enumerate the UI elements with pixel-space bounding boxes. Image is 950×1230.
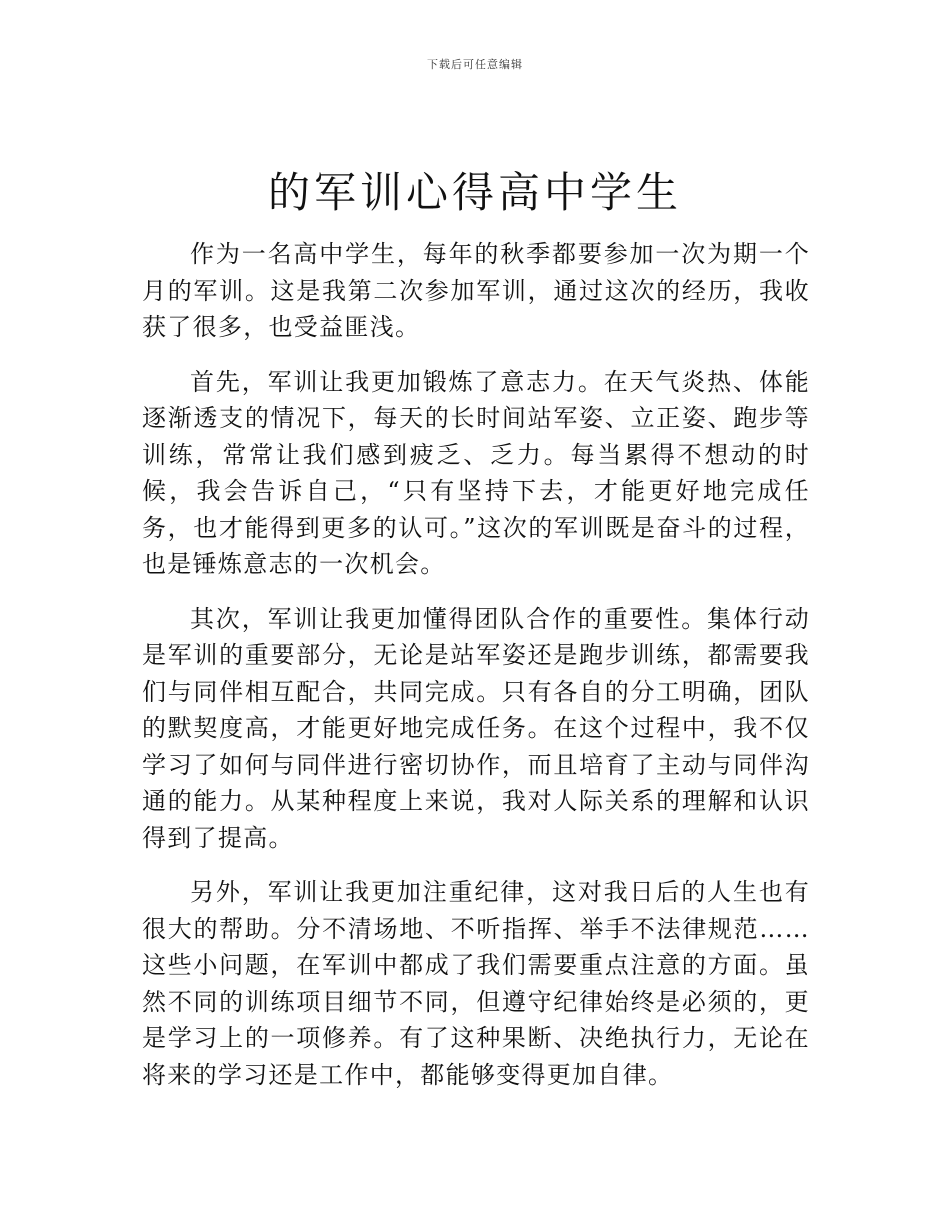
document-body	[142, 236, 810, 1111]
paragraph-intro: 作为一名高中学生，每年的秋季都要参加一次为期一个月的军训。这是我第二次参加军训，通过这次的经历，我收获了很多，也受益匪浅。	[142, 240, 810, 341]
document-title: 的军训心得高中学生	[267, 168, 682, 217]
page-header-note: 下载后可任意编辑	[427, 58, 523, 71]
paragraph-willpower: 首先，军训让我更加锻炼了意志力。在天气炎热、体能逐渐透支的情况下，每天的长时间站军姿、立正姿、跑步等训练，常常让我们感到疲乏、乏力。每当累得不想动的时候，我会告诉自己，“只有坚持下去，才能更好地完成任务，也才能得到更多的认可。”这次的军训既是奋斗的过程，也是锤炼意志的一次机会。	[142, 367, 810, 578]
paragraph-discipline: 另外，军训让我更加注重纪律，这对我日后的人生也有很大的帮助。分不清场地、不听指挥、举手不法律规范……这些小问题，在军训中都成了我们需要重点注意的方面。虽然不同的训练项目细节不同，但遵守纪律始终是必须的，更是学习上的一项修养。有了这种果断、决绝执行力，无论在将来的学习还是工作中，都能够变得更加自律。	[142, 878, 810, 1089]
paragraph-teamwork: 其次，军训让我更加懂得团队合作的重要性。集体行动是军训的重要部分，无论是站军姿还是跑步训练，都需要我们与同伴相互配合，共同完成。只有各自的分工明确，团队的默契度高，才能更好地完成任务。在这个过程中，我不仅学习了如何与同伴进行密切协作，而且培育了主动与同伴沟通的能力。从某种程度上来说，我对人际关系的理解和认识得到了提高。	[142, 604, 810, 852]
